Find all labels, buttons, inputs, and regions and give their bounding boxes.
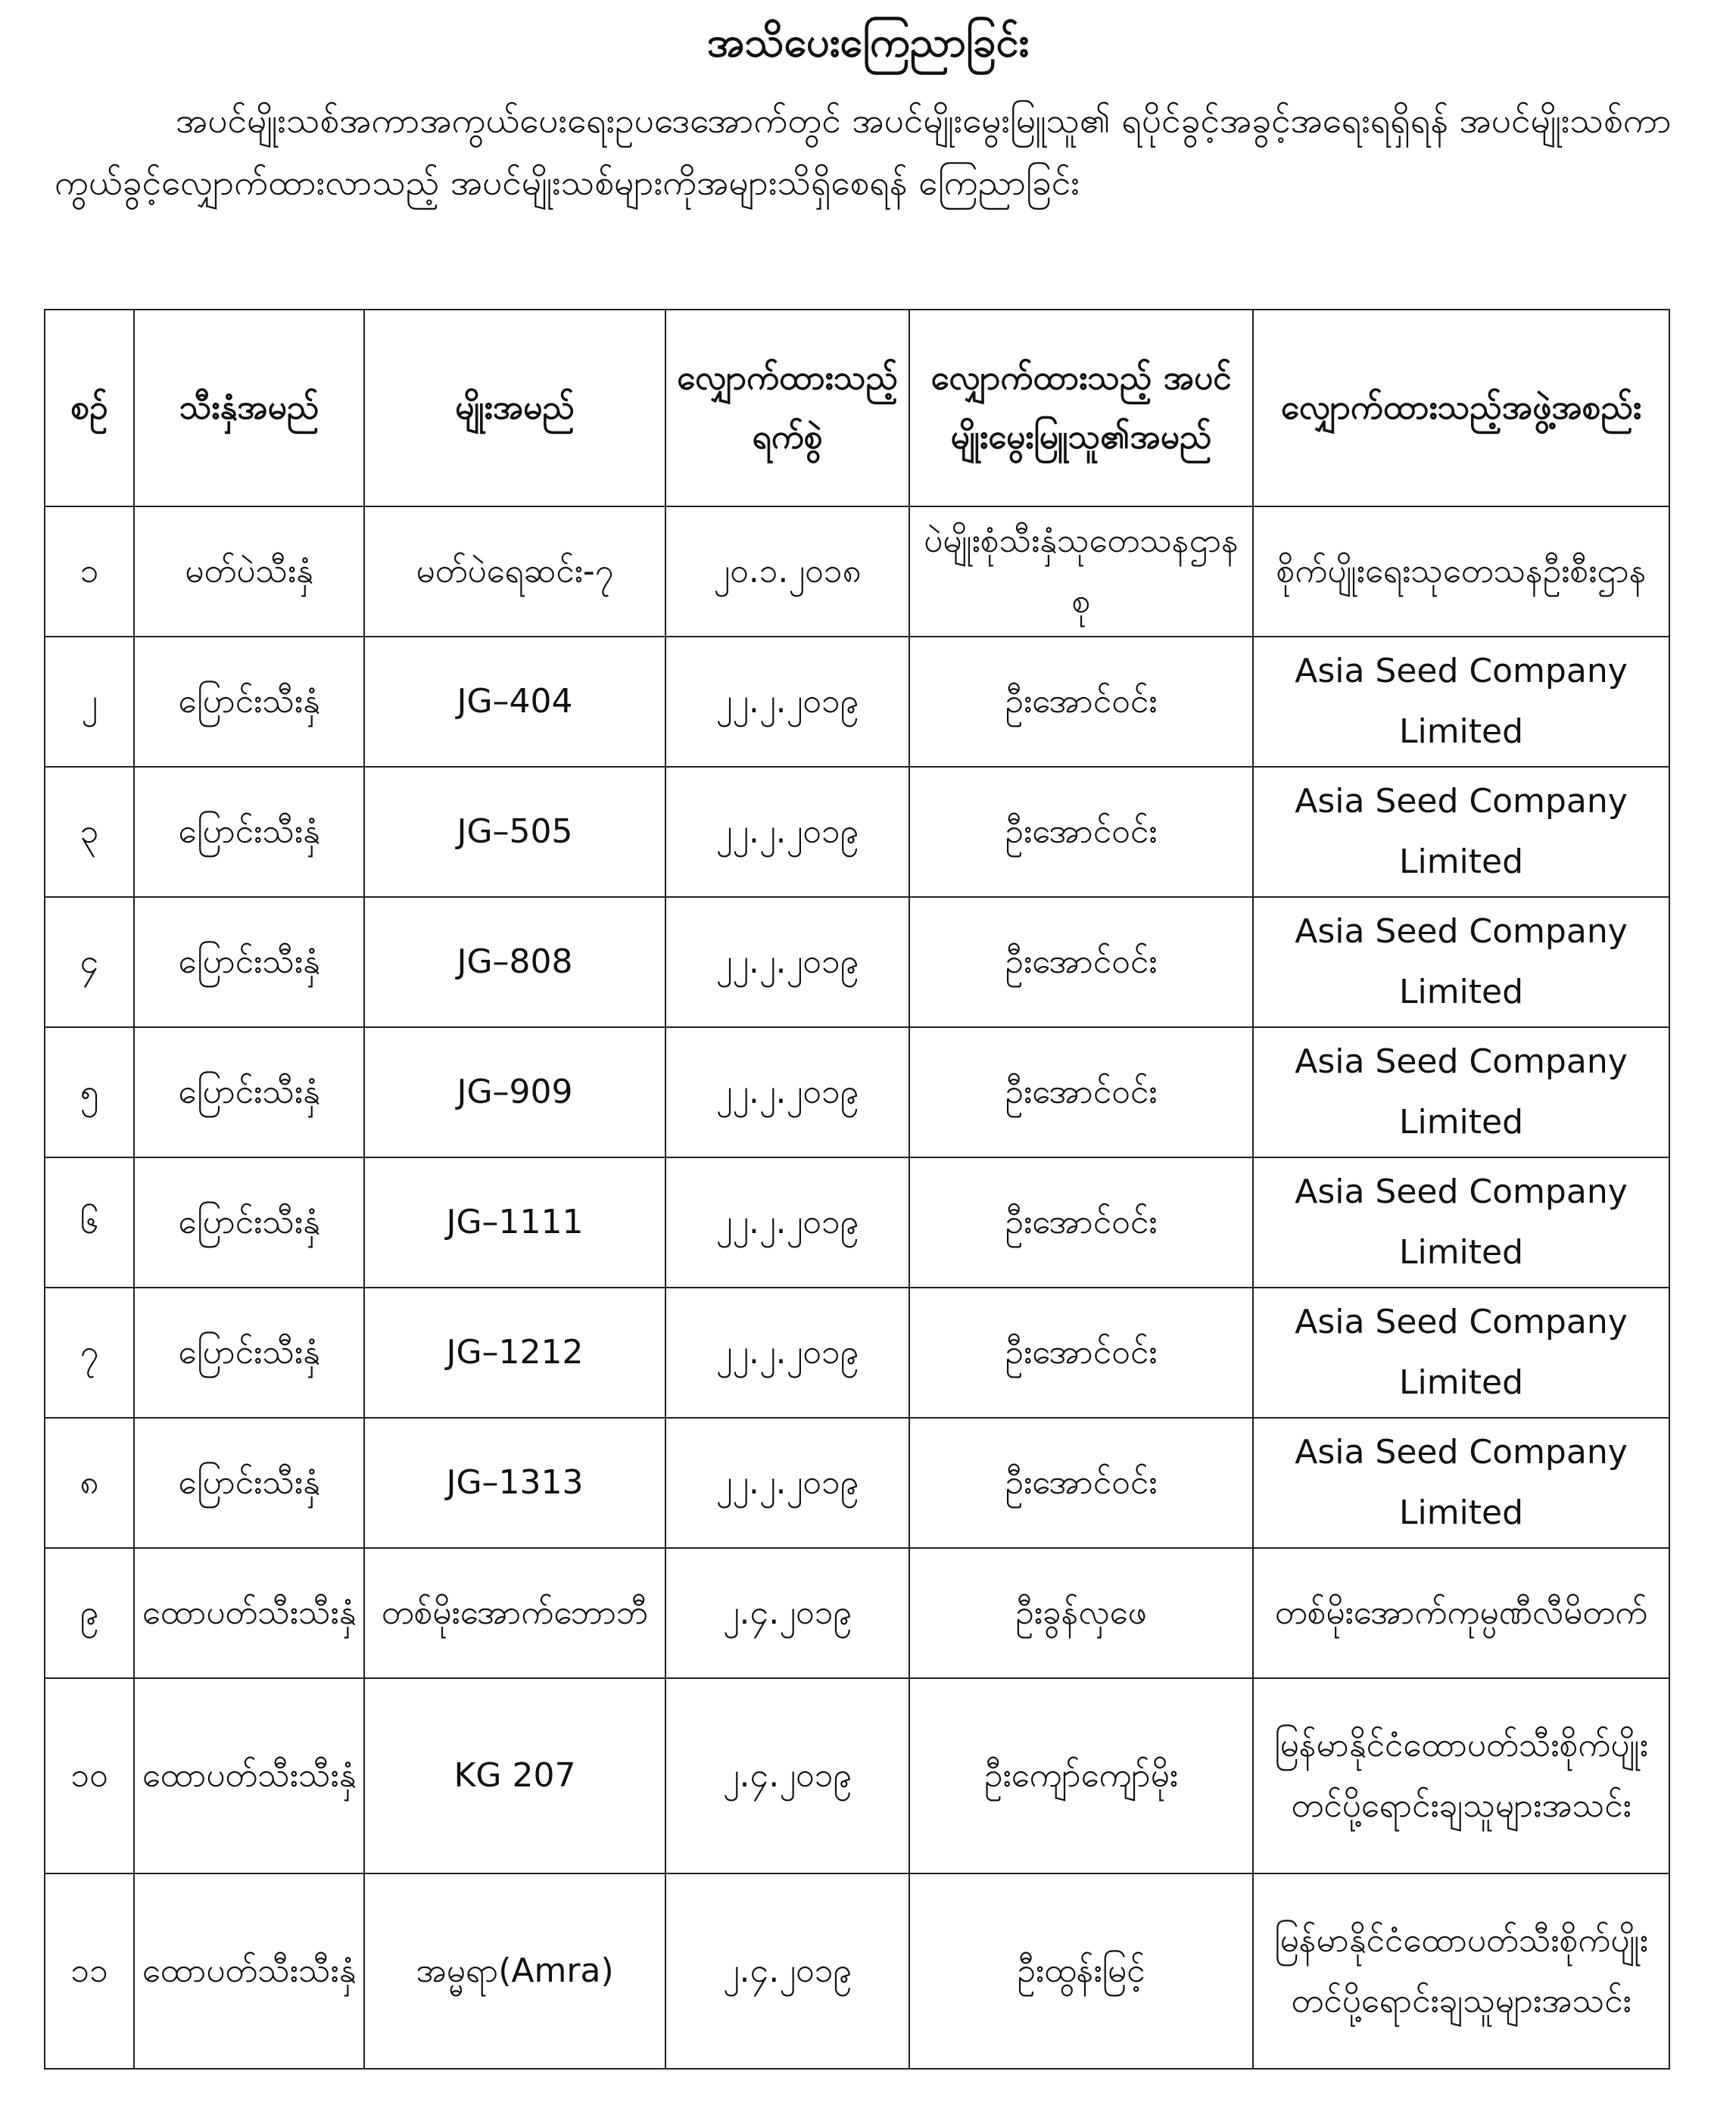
cell-variety: JG–808 — [364, 897, 665, 1027]
cell-no: ၈ — [45, 1418, 134, 1548]
cell-crop: ထောပတ်သီးသီးနှံ — [134, 1678, 364, 1873]
cell-variety: တစ်မိုးအောက်ဘောဘီ — [364, 1548, 665, 1678]
cell-crop: မတ်ပဲသီးနှံ — [134, 506, 364, 637]
cell-breeder: ဦးအောင်ဝင်း — [909, 637, 1253, 767]
table-row — [45, 767, 1669, 897]
cell-variety: KG 207 — [364, 1678, 665, 1873]
cell-breeder: ဦးကျော်ကျော်မိုး — [909, 1678, 1253, 1873]
cell-organization: တစ်မိုးအောက်ကုမ္ပဏီလီမိတက် — [1253, 1548, 1669, 1678]
cell-variety: မတ်ပဲရေဆင်း-၇ — [364, 506, 665, 637]
table-header-row — [45, 310, 1669, 506]
table-row — [45, 1288, 1669, 1418]
cell-no: ၁၁ — [45, 1873, 134, 2069]
cell-breeder: ဦးခွန်လှဖေ — [909, 1548, 1253, 1678]
cell-organization: Asia Seed Company Limited — [1253, 1157, 1669, 1288]
cell-date: ၂၂.၂.၂၀၁၉ — [665, 767, 909, 897]
cell-crop: ထောပတ်သီးသီးနှံ — [134, 1873, 364, 2069]
cell-variety: JG–505 — [364, 767, 665, 897]
cell-variety: JG–404 — [364, 637, 665, 767]
cell-crop: ထောပတ်သီးသီးနှံ — [134, 1548, 364, 1678]
cell-date: ၂.၄.၂၀၁၉ — [665, 1873, 909, 2069]
table-row — [45, 1418, 1669, 1548]
table-row — [45, 897, 1669, 1027]
cell-date: ၂၂.၂.၂၀၁၉ — [665, 1027, 909, 1157]
intro-text: အပင်မျိုးသစ်အကာအကွယ်ပေးရေးဥပဒေအောက်တွင် အပင်မျိုးမွေးမြူသူ၏ ရပိုင်ခွင့်အခွင့်အရေးရရှိရန် အပင်မျိုးသစ်ကာကွယ်ခွင့်လျှောက်ထားလာသည့် အပင်မျိုးသစ်များကိုအများသိရှိစေရန် ကြေညာခြင်း — [55, 100, 1672, 203]
header-breeder: လျှောက်ထားသည့် အပင်မျိုးမွေးမြူသူ၏အမည် — [909, 310, 1253, 506]
table-row — [45, 1157, 1669, 1288]
cell-organization: Asia Seed Company Limited — [1253, 1027, 1669, 1157]
cell-date: ၂.၄.၂၀၁၉ — [665, 1678, 909, 1873]
table-row — [45, 637, 1669, 767]
header-variety: မျိုးအမည် — [364, 310, 665, 506]
cell-breeder: ဦးအောင်ဝင်း — [909, 897, 1253, 1027]
cell-no: ၃ — [45, 767, 134, 897]
table-row — [45, 1548, 1669, 1678]
cell-no: ၆ — [45, 1157, 134, 1288]
cell-breeder: ဦးထွန်းမြင့် — [909, 1873, 1253, 2069]
cell-crop: ပြောင်းသီးနှံ — [134, 1157, 364, 1288]
cell-variety: JG–1313 — [364, 1418, 665, 1548]
cell-no: ၁၀ — [45, 1678, 134, 1873]
cell-no: ၂ — [45, 637, 134, 767]
cell-no: ၉ — [45, 1548, 134, 1678]
table-row — [45, 1027, 1669, 1157]
cell-date: ၂၂.၂.၂၀၁၉ — [665, 1157, 909, 1288]
intro-paragraph — [55, 89, 1682, 213]
cell-breeder: ဦးအောင်ဝင်း — [909, 767, 1253, 897]
cell-crop: ပြောင်းသီးနှံ — [134, 767, 364, 897]
cell-breeder: ပဲမျိုးစုံသီးနှံသုတေသနဌာနစု — [909, 506, 1253, 637]
cell-breeder: ဦးအောင်ဝင်း — [909, 1418, 1253, 1548]
cell-organization: Asia Seed Company Limited — [1253, 1288, 1669, 1418]
cell-organization: စိုက်ပျိုးရေးသုတေသနဦးစီးဌာန — [1253, 506, 1669, 637]
cell-crop: ပြောင်းသီးနှံ — [134, 1418, 364, 1548]
cell-breeder: ဦးအောင်ဝင်း — [909, 1288, 1253, 1418]
cell-variety: အမ္မရာ(Amra) — [364, 1873, 665, 2069]
cell-organization: မြန်မာနိုင်ငံထောပတ်သီးစိုက်ပျိုးတင်ပို့ရောင်းချသူများအသင်း — [1253, 1873, 1669, 2069]
cell-variety: JG–1212 — [364, 1288, 665, 1418]
header-date: လျှောက်ထားသည့်ရက်စွဲ — [665, 310, 909, 506]
header-no: စဉ် — [45, 310, 134, 506]
cell-no: ၁ — [45, 506, 134, 637]
cell-variety: JG–1111 — [364, 1157, 665, 1288]
cell-no: ၅ — [45, 1027, 134, 1157]
cell-no: ၄ — [45, 897, 134, 1027]
table-row — [45, 1873, 1669, 2069]
cell-crop: ပြောင်းသီးနှံ — [134, 637, 364, 767]
header-crop: သီးနှံအမည် — [134, 310, 364, 506]
table-row — [45, 506, 1669, 637]
cell-variety: JG–909 — [364, 1027, 665, 1157]
cell-breeder: ဦးအောင်ဝင်း — [909, 1157, 1253, 1288]
header-organization: လျှောက်ထားသည့်အဖွဲ့အစည်း — [1253, 310, 1669, 506]
cell-organization: Asia Seed Company Limited — [1253, 897, 1669, 1027]
cell-date: ၂၂.၂.၂၀၁၉ — [665, 1418, 909, 1548]
cell-date: ၂၂.၂.၂၀၁၉ — [665, 897, 909, 1027]
cell-date: ၂၂.၂.၂၀၁၉ — [665, 1288, 909, 1418]
cell-organization: Asia Seed Company Limited — [1253, 1418, 1669, 1548]
cell-crop: ပြောင်းသီးနှံ — [134, 1027, 364, 1157]
application-table — [44, 309, 1670, 2070]
cell-date: ၂၀.၁.၂၀၁၈ — [665, 506, 909, 637]
cell-crop: ပြောင်းသီးနှံ — [134, 1288, 364, 1418]
cell-date: ၂.၄.၂၀၁၉ — [665, 1548, 909, 1678]
cell-crop: ပြောင်းသီးနှံ — [134, 897, 364, 1027]
table-row — [45, 1678, 1669, 1873]
cell-breeder: ဦးအောင်ဝင်း — [909, 1027, 1253, 1157]
document-title: အသိပေးကြေညာခြင်း — [706, 18, 1030, 66]
cell-organization: Asia Seed Company Limited — [1253, 637, 1669, 767]
cell-date: ၂၂.၂.၂၀၁၉ — [665, 637, 909, 767]
cell-organization: မြန်မာနိုင်ငံထောပတ်သီးစိုက်ပျိုးတင်ပို့ရောင်းချသူများအသင်း — [1253, 1678, 1669, 1873]
cell-organization: Asia Seed Company Limited — [1253, 767, 1669, 897]
cell-no: ၇ — [45, 1288, 134, 1418]
